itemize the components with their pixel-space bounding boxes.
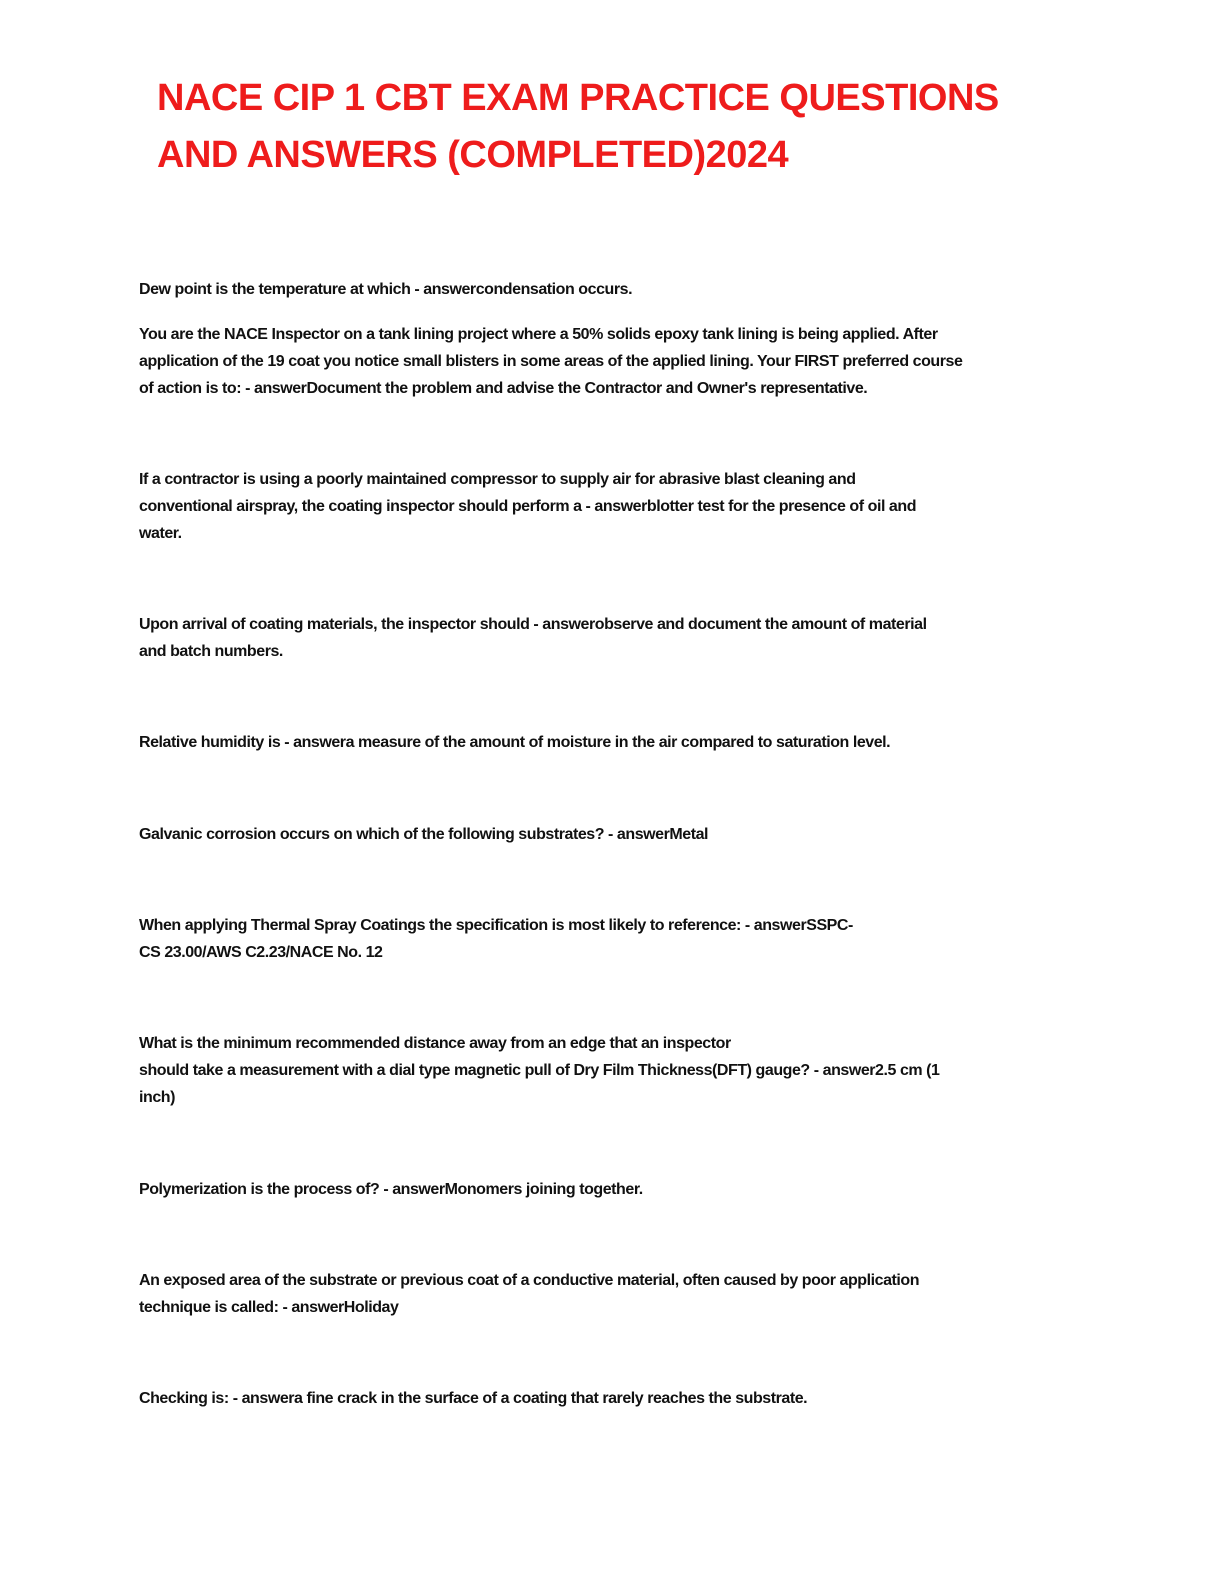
qa-text-line: Relative humidity is - answera measure of the amount of moisture in the air compared to saturation level. (139, 734, 891, 751)
qa-text-line: Polymerization is the process of? - answerMonomers joining together. (139, 1181, 643, 1198)
qa-text-line: An exposed area of the substrate or previous coat of a conductive material, often caused by poor application (139, 1272, 920, 1289)
qa-text-line: Checking is: - answera fine crack in the surface of a coating that rarely reaches the substrate. (139, 1390, 808, 1407)
qa-text-line: Dew point is the temperature at which - answercondensation occurs. (139, 281, 633, 298)
qa-text-line: of action is to: - answerDocument the problem and advise the Contractor and Owner's representative. (139, 380, 868, 397)
title-line-2: AND ANSWERS (COMPLETED)2024 (157, 134, 789, 176)
qa-text-line: inch) (139, 1089, 175, 1106)
qa-text-line: technique is called: - answerHoliday (139, 1299, 399, 1316)
qa-text-line: When applying Thermal Spray Coatings the specification is most likely to reference: - answerSSPC- (139, 917, 853, 934)
qa-text-line: You are the NACE Inspector on a tank lining project where a 50% solids epoxy tank lining is being applied. After (139, 326, 938, 343)
qa-text-line: water. (139, 525, 182, 542)
qa-text-line: application of the 19 coat you notice small blisters in some areas of the applied lining. Your FIRST preferred course (139, 353, 963, 370)
qa-text-line: Upon arrival of coating materials, the inspector should - answerobserve and document the amount of material (139, 616, 927, 633)
qa-text-line: What is the minimum recommended distance away from an edge that an inspector (139, 1035, 731, 1052)
qa-text-line: and batch numbers. (139, 643, 283, 660)
qa-text-line: conventional airspray, the coating inspector should perform a - answerblotter test for the presence of oil and (139, 498, 917, 515)
qa-text-line: Galvanic corrosion occurs on which of the following substrates? - answerMetal (139, 826, 709, 843)
qa-text-line: If a contractor is using a poorly maintained compressor to supply air for abrasive blast cleaning and (139, 471, 856, 488)
title-line-1: NACE CIP 1 CBT EXAM PRACTICE QUESTIONS (157, 77, 999, 119)
qa-text-line: CS 23.00/AWS C2.23/NACE No. 12 (139, 944, 383, 961)
qa-text-line: should take a measurement with a dial type magnetic pull of Dry Film Thickness(DFT) gauge? - answer2.5 cm (1 (139, 1062, 940, 1079)
